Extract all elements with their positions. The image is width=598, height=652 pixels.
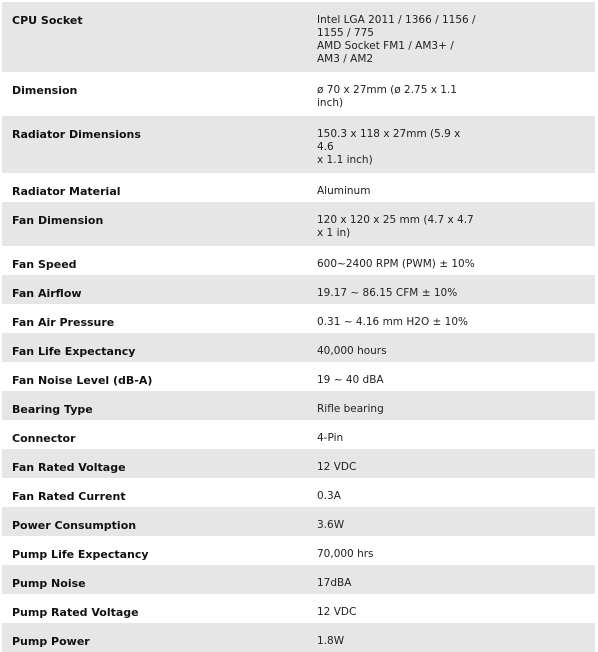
spec-value-text — [317, 287, 595, 300]
spec-value-line: 1155 / 775 — [317, 27, 374, 39]
spec-row — [2, 2, 595, 72]
spec-value-line: Rifle bearing — [317, 403, 384, 415]
spec-value — [307, 275, 595, 304]
spec-value — [307, 116, 595, 173]
spec-value-line: inch) — [317, 97, 344, 109]
spec-value — [307, 246, 595, 275]
spec-value — [307, 362, 595, 391]
spec-value-line: 0.3A — [317, 490, 341, 502]
spec-row — [2, 72, 595, 116]
spec-value-text — [317, 14, 479, 72]
spec-label: Fan Life Expectancy — [2, 333, 307, 362]
spec-row — [2, 449, 595, 478]
spec-value-text — [317, 374, 595, 387]
spec-value-text — [317, 128, 479, 173]
spec-label: Power Consumption — [2, 507, 307, 536]
spec-label: Fan Dimension — [2, 202, 307, 246]
spec-label: Radiator Material — [2, 173, 307, 202]
spec-value-line: AMD Socket FM1 / AM3+ / — [317, 40, 454, 52]
spec-value-line: 120 x 120 x 25 mm (4.7 x 4.7 — [317, 214, 474, 226]
spec-value-text — [317, 461, 595, 474]
spec-row — [2, 333, 595, 362]
spec-value-text — [317, 548, 595, 561]
spec-value — [307, 594, 595, 623]
spec-row — [2, 202, 595, 246]
spec-value-line: 17dBA — [317, 577, 352, 589]
spec-value-line: 12 VDC — [317, 606, 357, 618]
spec-value — [307, 565, 595, 594]
spec-value-text — [317, 214, 479, 246]
spec-value-text — [317, 345, 595, 358]
spec-value-line: 150.3 x 118 x 27mm (5.9 x 4.6 — [317, 128, 461, 153]
spec-row — [2, 507, 595, 536]
spec-value — [307, 623, 595, 652]
spec-label: Fan Rated Voltage — [2, 449, 307, 478]
spec-row — [2, 362, 595, 391]
spec-value-text — [317, 519, 595, 532]
spec-value — [307, 420, 595, 449]
spec-value-line: Aluminum — [317, 185, 371, 197]
spec-label: Fan Speed — [2, 246, 307, 275]
spec-value-text — [317, 258, 595, 271]
spec-value — [307, 173, 595, 202]
spec-value — [307, 72, 595, 116]
spec-value-text — [317, 403, 595, 416]
spec-value — [307, 391, 595, 420]
spec-value-line: x 1.1 inch) — [317, 154, 373, 166]
spec-value — [307, 478, 595, 507]
spec-label: Fan Air Pressure — [2, 304, 307, 333]
spec-label: Pump Power — [2, 623, 307, 652]
spec-value-text — [317, 432, 595, 445]
spec-value-line: ø 70 x 27mm (ø 2.75 x 1.1 — [317, 84, 457, 96]
spec-value-line: 0.31 ~ 4.16 mm H2O ± 10% — [317, 316, 469, 328]
spec-label: Fan Airflow — [2, 275, 307, 304]
spec-value — [307, 2, 595, 72]
spec-value-line: 600~2400 RPM (PWM) ± 10% — [317, 258, 475, 270]
spec-value — [307, 449, 595, 478]
spec-value-line: AM3 / AM2 — [317, 53, 374, 65]
spec-label: Pump Rated Voltage — [2, 594, 307, 623]
spec-row — [2, 304, 595, 333]
spec-row — [2, 173, 595, 202]
spec-row — [2, 420, 595, 449]
spec-value-line: Intel LGA 2011 / 1366 / 1156 / — [317, 14, 476, 26]
spec-label: Bearing Type — [2, 391, 307, 420]
spec-value-line: 12 VDC — [317, 461, 357, 473]
spec-value-text — [317, 84, 479, 116]
spec-value — [307, 304, 595, 333]
spec-label: Connector — [2, 420, 307, 449]
specifications-body — [2, 2, 595, 652]
spec-label: CPU Socket — [2, 2, 307, 72]
spec-value — [307, 202, 595, 246]
spec-value-line: x 1 in) — [317, 227, 351, 239]
spec-value — [307, 507, 595, 536]
spec-row — [2, 478, 595, 507]
spec-row — [2, 275, 595, 304]
spec-value-text — [317, 185, 595, 198]
spec-row — [2, 116, 595, 173]
spec-label: Pump Noise — [2, 565, 307, 594]
spec-value-line: 40,000 hours — [317, 345, 387, 357]
spec-label: Fan Rated Current — [2, 478, 307, 507]
spec-label: Pump Life Expectancy — [2, 536, 307, 565]
spec-value-line: 1.8W — [317, 635, 345, 647]
spec-value-line: 3.6W — [317, 519, 345, 531]
spec-row — [2, 565, 595, 594]
spec-value-line: 19 ~ 40 dBA — [317, 374, 384, 386]
spec-value — [307, 536, 595, 565]
spec-row — [2, 536, 595, 565]
spec-value-text — [317, 635, 595, 648]
spec-label: Dimension — [2, 72, 307, 116]
spec-value-line: 4-Pin — [317, 432, 344, 444]
spec-row — [2, 246, 595, 275]
spec-value-text — [317, 490, 595, 503]
spec-value-line: 19.17 ~ 86.15 CFM ± 10% — [317, 287, 458, 299]
spec-value-line: 70,000 hrs — [317, 548, 374, 560]
spec-row — [2, 594, 595, 623]
spec-value — [307, 333, 595, 362]
spec-value-text — [317, 577, 595, 590]
spec-row — [2, 391, 595, 420]
spec-label: Fan Noise Level (dB-A) — [2, 362, 307, 391]
spec-row — [2, 623, 595, 652]
specifications-table — [2, 2, 595, 652]
spec-value-text — [317, 316, 595, 329]
spec-label: Radiator Dimensions — [2, 116, 307, 173]
spec-value-text — [317, 606, 595, 619]
